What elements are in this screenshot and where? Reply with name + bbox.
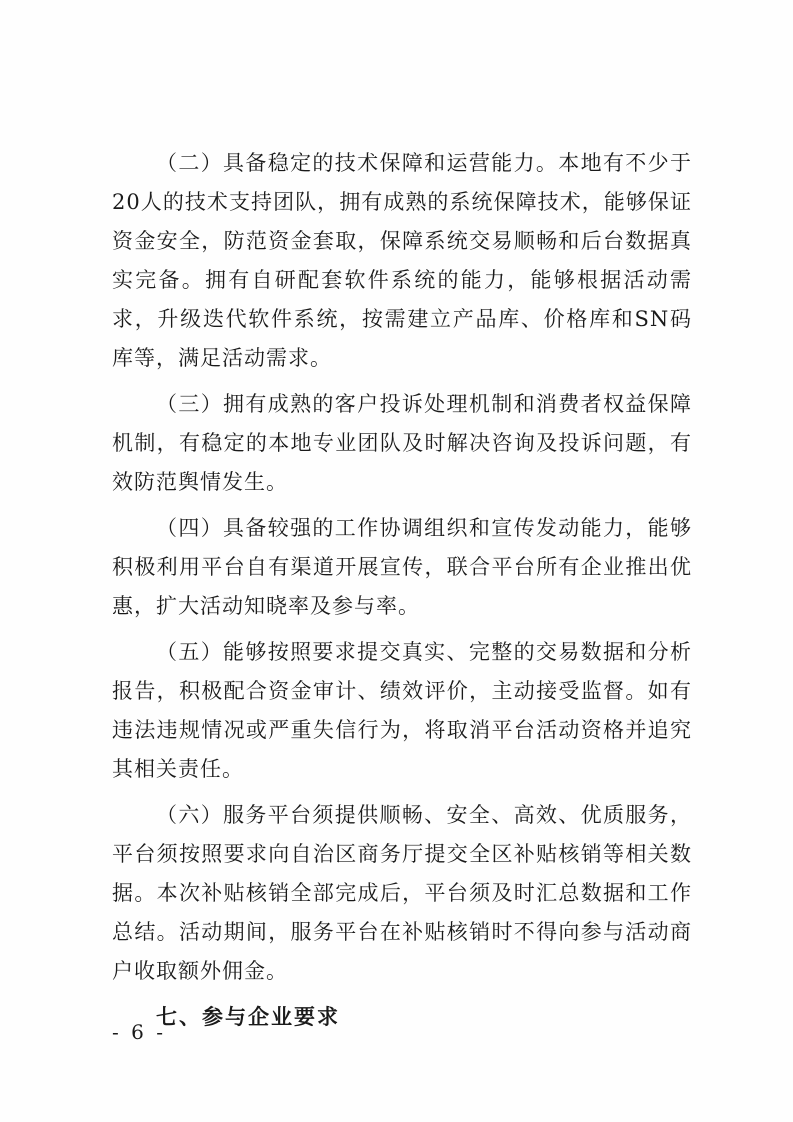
page-number: - 6 - bbox=[112, 1020, 166, 1044]
paragraph-service-platform: （六）服务平台须提供顺畅、安全、高效、优质服务，平台须按照要求向自治区商务厅提交全区补贴核销等相关数据。本次补贴核销全部完成后，平台须及时汇总数据和工作总结。活动期间，服务平台在补贴核销时不得向参与活动商户收取额外佣金。 bbox=[112, 803, 692, 983]
paragraph-complaint-handling: （三）拥有成熟的客户投诉处理机制和消费者权益保障机制，有稳定的本地专业团队及时解决咨询及投诉问题，有效防范舆情发生。 bbox=[112, 392, 692, 494]
paragraph-technical-support: （二）具备稳定的技术保障和运营能力。本地有不少于20人的技术支持团队，拥有成熟的系统保障技术，能够保证资金安全，防范资金套取，保障系统交易顺畅和后台数据真实完备。拥有自研配套软件系统的能力，能够根据活动需求，升级迭代软件系统，按需建立产品库、价格库和SN码库等，满足活动需求。 bbox=[112, 151, 692, 370]
section-heading: 七、参与企业要求 bbox=[156, 1005, 340, 1029]
document-body bbox=[112, 144, 692, 1044]
paragraph-coordination: （四）具备较强的工作协调组织和宣传发动能力，能够积极利用平台自有渠道开展宣传，联合平台所有企业推出优惠，扩大活动知晓率及参与率。 bbox=[112, 516, 692, 618]
paragraph-data-submission: （五）能够按照要求提交真实、完整的交易数据和分析报告，积极配合资金审计、绩效评价，主动接受监督。如有违法违规情况或严重失信行为，将取消平台活动资格并追究其相关责任。 bbox=[112, 640, 692, 781]
